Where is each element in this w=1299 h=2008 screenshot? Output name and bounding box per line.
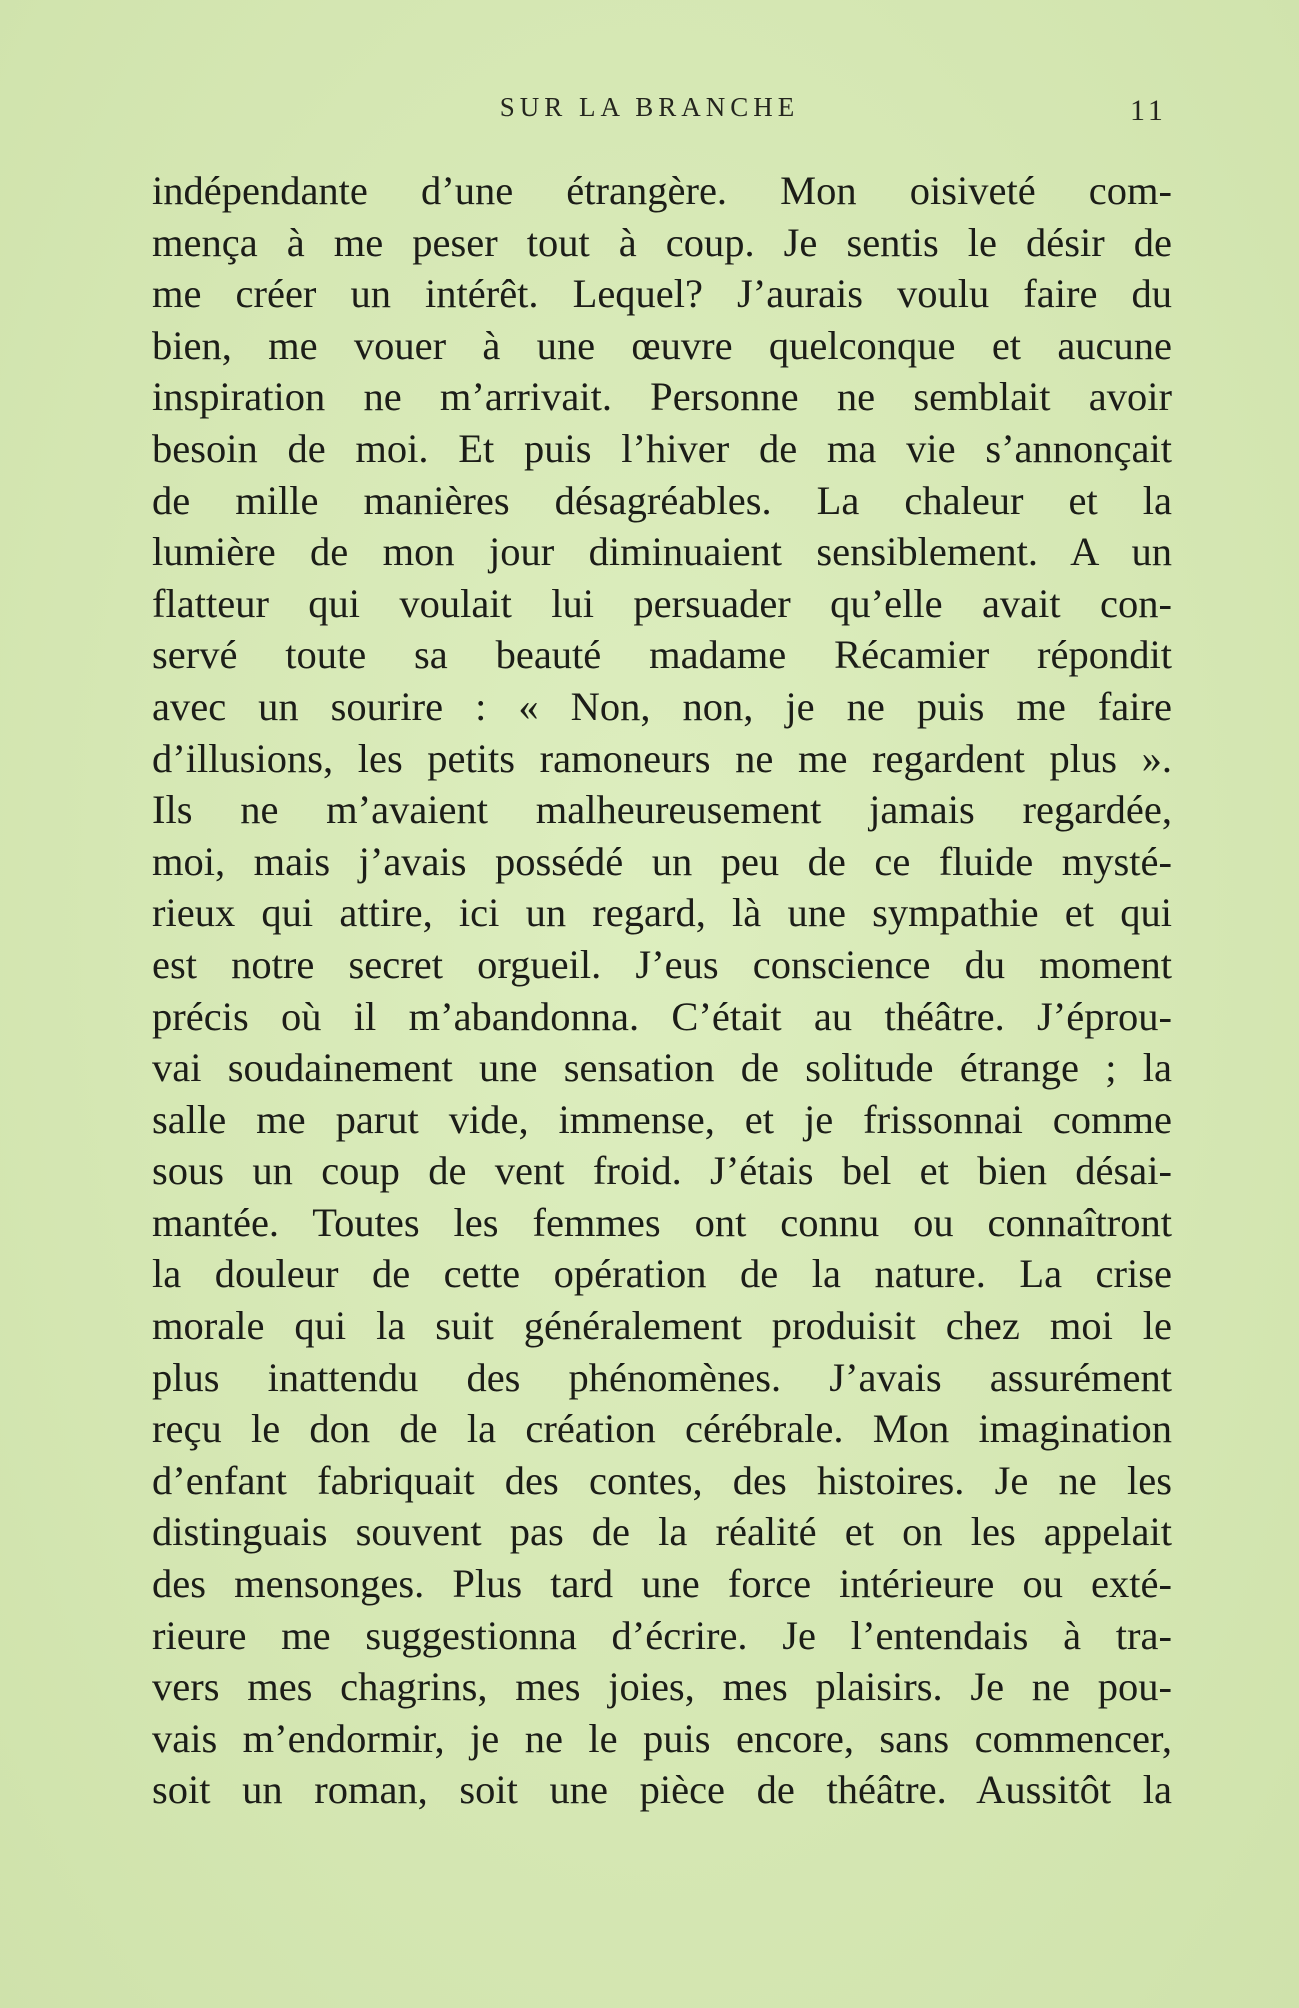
- text-line: bien, me vouer à une œuvre quelconque et aucune: [152, 322, 1172, 368]
- text-line: précis où il m’abandonna. C’était au théâtre. J’éprou-: [152, 993, 1172, 1039]
- text-line: plus inattendu des phénomènes. J’avais assurément: [152, 1354, 1172, 1400]
- text-line: mença à me peser tout à coup. Je sentis le désir de: [152, 219, 1172, 265]
- text-line: salle me parut vide, immense, et je frissonnai comme: [152, 1096, 1172, 1142]
- body-text: [152, 165, 1172, 1816]
- text-line: d’enfant fabriquait des contes, des histoires. Je ne les: [152, 1457, 1172, 1503]
- text-line: lumière de mon jour diminuaient sensiblement. A un: [152, 529, 1172, 575]
- text-line: vers mes chagrins, mes joies, mes plaisirs. Je ne pou-: [152, 1664, 1172, 1710]
- text-line: besoin de moi. Et puis l’hiver de ma vie s’annonçait: [152, 425, 1172, 471]
- text-line: rieure me suggestionna d’écrire. Je l’entendais à tra-: [152, 1612, 1172, 1658]
- text-line: indépendante d’une étrangère. Mon oisiveté com-: [152, 168, 1172, 213]
- text-line: sous un coup de vent froid. J’étais bel et bien désai-: [152, 1148, 1172, 1194]
- text-line: reçu le don de la création cérébrale. Mon imagination: [152, 1406, 1172, 1452]
- text-line: d’illusions, les petits ramoneurs ne me regardent plus ».: [152, 735, 1172, 781]
- text-line: rieux qui attire, ici un regard, là une sympathie et qui: [152, 890, 1172, 936]
- text-line: flatteur qui voulait lui persuader qu’elle avait con-: [152, 580, 1172, 626]
- text-line: distinguais souvent pas de la réalité et on les appelait: [152, 1509, 1172, 1555]
- text-line: servé toute sa beauté madame Récamier répondit: [152, 632, 1172, 678]
- text-line: me créer un intérêt. Lequel? J’aurais voulu faire du: [152, 271, 1172, 317]
- text-line: des mensonges. Plus tard une force intérieure ou exté-: [152, 1561, 1172, 1607]
- text-line: la douleur de cette opération de la nature. La crise: [152, 1251, 1172, 1297]
- text-line: vais m’endormir, je ne le puis encore, sans commencer,: [152, 1715, 1172, 1761]
- text-line: avec un sourire : « Non, non, je ne puis me faire: [152, 683, 1172, 729]
- text-line: mantée. Toutes les femmes ont connu ou connaîtront: [152, 1199, 1172, 1245]
- text-line: soit un roman, soit une pièce de théâtre. Aussitôt la: [152, 1767, 1172, 1813]
- page-number: 11: [1130, 94, 1167, 127]
- text-line: est notre secret orgueil. J’eus conscience du moment: [152, 941, 1172, 987]
- text-line: vai soudainement une sensation de solitude étrange ; la: [152, 1045, 1172, 1091]
- text-line: Ils ne m’avaient malheureusement jamais regardée,: [152, 787, 1172, 833]
- text-line: morale qui la suit généralement produisit chez moi le: [152, 1303, 1172, 1349]
- text-line: inspiration ne m’arrivait. Personne ne semblait avoir: [152, 374, 1172, 420]
- text-line: moi, mais j’avais possédé un peu de ce fluide mysté-: [152, 838, 1172, 884]
- running-title: SUR LA BRANCHE: [499, 92, 800, 122]
- text-line: de mille manières désagréables. La chaleur et la: [152, 477, 1172, 523]
